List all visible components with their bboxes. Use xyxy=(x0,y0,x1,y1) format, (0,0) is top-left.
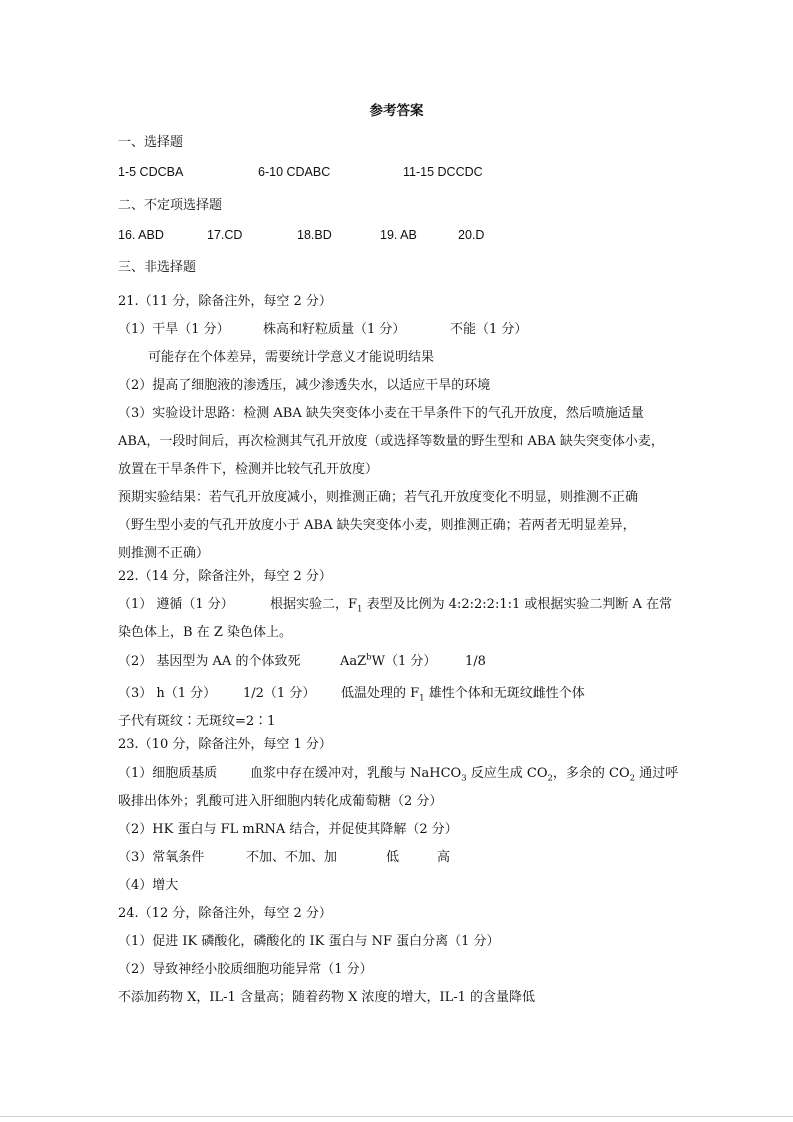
q23-part3-d: 高 xyxy=(437,850,451,865)
answer-16: 16. ABD xyxy=(118,228,164,242)
q24-part2-cont: 不添加药物 X，IL-1 含量高；随着药物 X 浓度的增大，IL-1 的含量降低 xyxy=(118,990,536,1005)
q22-part2-b: AaZ$^b$W（1 分） xyxy=(340,652,437,669)
q22-part1-b: 根据实验二，$F_1$ 表型及比例为 4:2:2:2:1:1 或根据实验二判断 A 在常 xyxy=(270,597,673,615)
q22-part1-a: （1） 遵循（1 分） xyxy=(118,597,234,612)
q23-part3-b: 不加、不加、加 xyxy=(246,850,338,865)
q23-part4: （4）增大 xyxy=(118,878,179,893)
page-bottom-divider xyxy=(0,1116,793,1117)
q22-part2-c: 1/8 xyxy=(465,654,486,669)
q21-part3-line3: 放置在干旱条件下，检测并比较气孔开放度） xyxy=(118,462,379,477)
q24-part2: （2）导致神经小胶质细胞功能异常（1 分） xyxy=(118,962,373,977)
answer-19: 19. AB xyxy=(380,228,417,242)
q22-part3-cont: 子代有斑纹∶无斑纹=2∶1 xyxy=(118,714,276,729)
q22-heading: 22.（14 分，除备注外，每空 2 分） xyxy=(118,569,332,584)
q21-part1-b: 株高和籽粒质量（1 分） xyxy=(263,322,406,337)
q23-part1-a: （1）细胞质基质 xyxy=(118,766,218,781)
q21-result-line3: 则推测不正确） xyxy=(118,546,210,561)
q21-result-line1: 预期实验结果：若气孔开放度减小，则推测正确；若气孔开放度变化不明显，则推测不正确 xyxy=(118,490,639,505)
q23-part2: （2）HK 蛋白与 FL mRNA 结合，并促使其降解（2 分） xyxy=(118,822,458,837)
section-3-heading: 三、非选择题 xyxy=(118,260,197,275)
q24-part1: （1）促进 IK 磷酸化，磷酸化的 IK 蛋白与 NF 蛋白分离（1 分） xyxy=(118,934,500,949)
q22-part3-c: 低温处理的 $F_1$ 雄性个体和无斑纹雌性个体 xyxy=(341,686,585,704)
q21-part2: （2）提高了细胞液的渗透压，减少渗透失水，以适应干旱的环境 xyxy=(118,378,491,393)
section-1-heading: 一、选择题 xyxy=(118,135,184,150)
answer-18: 18.BD xyxy=(297,228,332,242)
answer-11-15: 11-15 DCCDC xyxy=(403,165,483,179)
answer-1-5: 1-5 CDCBA xyxy=(118,165,184,179)
q21-heading: 21.（11 分，除备注外，每空 2 分） xyxy=(118,294,332,309)
q22-part2-a: （2） 基因型为 AA 的个体致死 xyxy=(118,654,301,669)
q22-part1-cont: 染色体上，B 在 Z 染色体上。 xyxy=(118,625,292,640)
q22-part3-a: （3） h（1 分） xyxy=(118,686,217,701)
q21-part3-line1: （3）实验设计思路：检测 ABA 缺失突变体小麦在干旱条件下的气孔开放度，然后喷施适量 xyxy=(118,406,644,421)
answer-6-10: 6-10 CDABC xyxy=(258,165,331,179)
page-title: 参考答案 xyxy=(369,103,424,119)
q22-part3-b: 1/2（1 分） xyxy=(243,686,316,701)
q21-part1-c: 不能（1 分） xyxy=(450,322,528,337)
q21-result-line2: （野生型小麦的气孔开放度小于 ABA 缺失突变体小麦，则推测正确；若两者无明显差异， xyxy=(118,518,636,533)
section-2-heading: 二、不定项选择题 xyxy=(118,198,223,213)
q21-note: 可能存在个体差异，需要统计学意义才能说明结果 xyxy=(148,350,435,365)
q23-part1-cont: 吸排出体外；乳酸可进入肝细胞内转化成葡萄糖（2 分） xyxy=(118,794,443,809)
q23-part1-b: 血浆中存在缓冲对，乳酸与 NaHCO$_3$ 反应生成 $CO_2$，多余的 $CO_2$ 通过呼 xyxy=(250,766,679,784)
q23-part3-c: 低 xyxy=(386,850,400,865)
q23-part3-a: （3）常氧条件 xyxy=(118,850,205,865)
q24-heading: 24.（12 分，除备注外，每空 2 分） xyxy=(118,906,332,921)
answer-20: 20.D xyxy=(458,228,485,242)
q21-part1-a: （1）干旱（1 分） xyxy=(118,322,230,337)
answer-17: 17.CD xyxy=(207,228,243,242)
q21-part3-line2: ABA，一段时间后，再次检测其气孔开放度（或选择等数量的野生型和 ABA 缺失突变体小麦， xyxy=(118,434,664,449)
q23-heading: 23.（10 分，除备注外，每空 1 分） xyxy=(118,737,332,752)
